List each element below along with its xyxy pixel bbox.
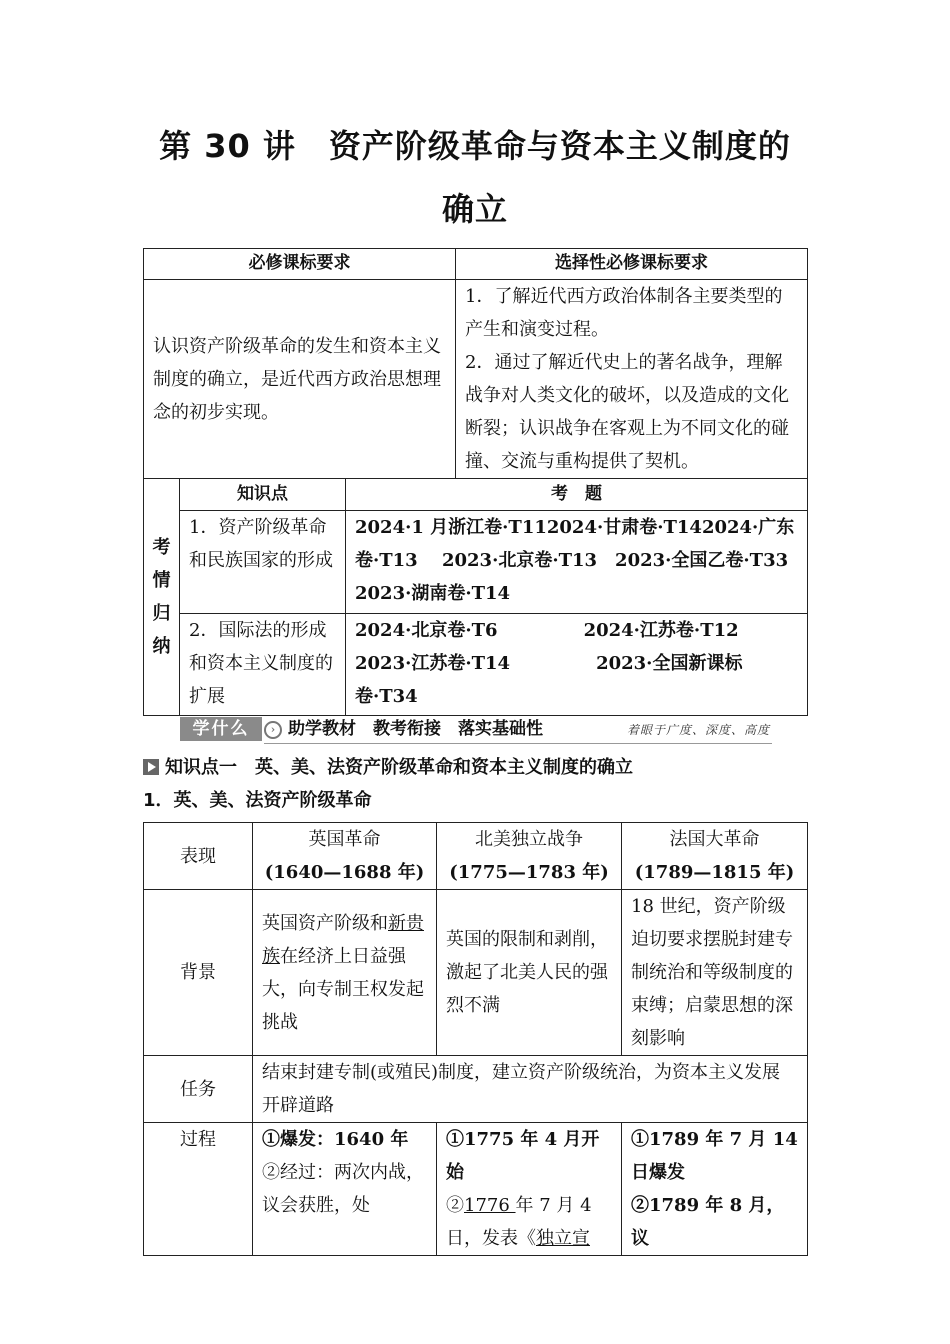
english-revolution-header: 英国革命 (1640—1688 年): [253, 823, 437, 890]
banner-tag: 学什么: [180, 717, 262, 741]
exam-questions: 2024·1 月浙江卷·T112024·甘肃卷·T142024·广东卷·T13 2023·北京卷·T13 2023·全国乙卷·T33 2023·湖南卷·T14: [346, 511, 808, 614]
revolutions-table: [143, 822, 808, 1256]
required-standards-text: 认识资产阶级革命的发生和资本主义制度的确立，是近代西方政治思想理念的初步实现。: [144, 280, 456, 479]
knowledge-point: 1．资产阶级革命和民族国家的形成: [180, 511, 346, 614]
process-english: ①爆发：1640 年 ②经过：两次内战，议会获胜，处: [253, 1123, 437, 1256]
elective-item-1: 1．了解近代西方政治体制各主要类型的产生和演变过程。: [465, 286, 783, 340]
american-war-header: 北美独立战争 (1775—1783 年): [437, 823, 622, 890]
subsection-heading: 1．英、美、法资产阶级革命: [143, 790, 372, 811]
required-standards-header: 必修课标要求: [144, 249, 456, 280]
banner-divider: [264, 743, 772, 744]
lesson-title: 第 30 讲 资产阶级革命与资本主义制度的: [159, 127, 791, 165]
exam-questions: 2024·北京卷·T6 2024·江苏卷·T12 2023·江苏卷·T14 2023·全国新课标 卷·T34: [346, 614, 808, 716]
banner-subtitle: 着眼于广度、深度、高度: [626, 723, 770, 737]
french-revolution-header: 法国大革命 (1789—1815 年): [622, 823, 808, 890]
process-french: ①1789 年 7 月 14 日爆发 ②1789 年 8 月，议: [622, 1123, 808, 1256]
study-banner: [180, 715, 772, 745]
elective-item-2: 2．通过了解近代史上的著名战争，理解战争对人类文化的破坏，以及造成的文化断裂；认识战争在客观上为不同文化的碰撞、交流与重构提供了契机。: [465, 352, 790, 472]
process-american: ①1775 年 4 月开始 ②1776 年 7 月 4 日，发表《独立宣: [437, 1123, 622, 1256]
elective-standards-header: 选择性必修课标要求: [456, 249, 808, 280]
questions-header: 考 题: [346, 479, 808, 511]
knowledge-header: 知识点: [180, 479, 346, 511]
background-english: 英国资产阶级和新贵族在经济上日益强大，向专制王权发起挑战: [253, 890, 437, 1056]
curriculum-standards-table: [143, 248, 808, 716]
row-label-background: 背景: [144, 890, 253, 1056]
task-text: 结束封建专制(或殖民)制度，建立资产阶级统治，为资本主义发展开辟道路: [253, 1056, 808, 1123]
triangle-marker-icon: [143, 759, 159, 775]
knowledge-point: 2．国际法的形成和资本主义制度的扩展: [180, 614, 346, 716]
background-french: 18 世纪，资产阶级迫切要求摆脱封建专制统治和等级制度的束缚；启蒙思想的深刻影响: [622, 890, 808, 1056]
background-american: 英国的限制和剥削，激起了北美人民的强烈不满: [437, 890, 622, 1056]
section-heading: 知识点一 英、美、法资产阶级革命和资本主义制度的确立: [143, 755, 633, 781]
banner-main-text: 助学教材 教考衔接 落实基础性: [288, 719, 543, 739]
exam-summary-label: 考情归纳: [144, 479, 180, 716]
row-label-process: 过程: [144, 1123, 253, 1256]
lesson-title-cont: 确立: [441, 190, 508, 228]
chevron-right-icon: ›: [264, 721, 282, 739]
column-label: 表现: [144, 823, 253, 890]
row-label-task: 任务: [144, 1056, 253, 1123]
